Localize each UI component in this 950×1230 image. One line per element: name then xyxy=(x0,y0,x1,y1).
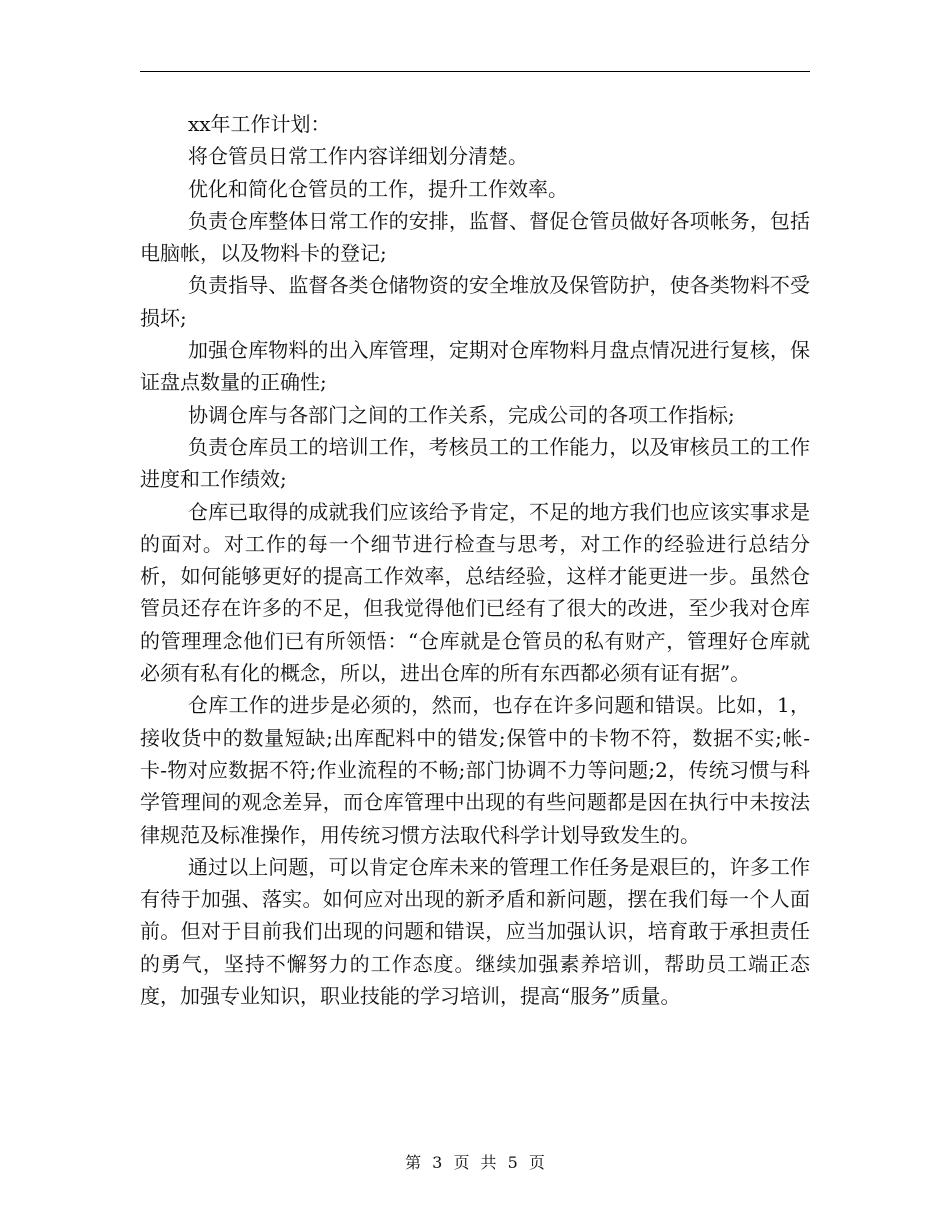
document-body xyxy=(140,108,810,1012)
paragraph: 仓库工作的进步是必须的，然而，也存在许多问题和错误。比如，1，接收货中的数量短缺;出库配料中的错发;保管中的卡物不符，数据不实;帐-卡-物对应数据不符;作业流程的不畅;部门协调不力等问题;2，传统习惯与科学管理间的观念差异，而仓库管理中出现的有些问题都是因在执行中未按法律规范及标准操作，用传统习惯方法取代科学计划导致发生的。 xyxy=(140,693,810,847)
page-number-footer: 第 3 页 共 5 页 xyxy=(405,1153,545,1172)
paragraph: 仓库已取得的成就我们应该给予肯定，不足的地方我们也应该实事求是的面对。对工作的每一个细节进行检查与思考，对工作的经验进行总结分析，如何能够更好的提高工作效率，总结经验，这样才能更进一步。虽然仓管员还存在许多的不足，但我觉得他们已经有了很大的改进，至少我对仓库的管理理念他们已有所领悟：“仓库就是仓管员的私有财产，管理好仓库就必须有私有化的概念，所以，进出仓库的所有东西都必须有证有据”。 xyxy=(140,499,810,686)
paragraph: 加强仓库物料的出入库管理，定期对仓库物料月盘点情况进行复核，保证盘点数量的正确性; xyxy=(140,338,810,395)
paragraph: 负责指导、监督各类仓储物资的安全堆放及保管防护，使各类物料不受损坏; xyxy=(140,273,810,330)
header-rule xyxy=(140,71,810,72)
paragraph: 通过以上问题，可以肯定仓库未来的管理工作任务是艰巨的，许多工作有待于加强、落实。如何应对出现的新矛盾和新问题，摆在我们每一个人面前。但对于目前我们出现的问题和错误，应当加强认识，培育敢于承担责任的勇气，坚持不懈努力的工作态度。继续加强素养培训，帮助员工端正态度，加强专业知识，职业技能的学习培训，提高“服务”质量。 xyxy=(140,854,810,1009)
paragraph: 协调仓库与各部门之间的工作关系，完成公司的各项工作指标; xyxy=(188,402,735,427)
paragraph: 负责仓库员工的培训工作，考核员工的工作能力，以及审核员工的工作进度和工作绩效; xyxy=(140,434,810,492)
paragraph: 负责仓库整体日常工作的安排，监督、督促仓管员做好各项帐务，包括电脑帐，以及物料卡的登记; xyxy=(140,208,810,266)
paragraph-plan-title: xx年工作计划： xyxy=(188,112,331,136)
paragraph: 将仓管员日常工作内容详细划分清楚。 xyxy=(188,144,528,169)
paragraph: 优化和简化仓管员的工作，提升工作效率。 xyxy=(188,176,568,201)
